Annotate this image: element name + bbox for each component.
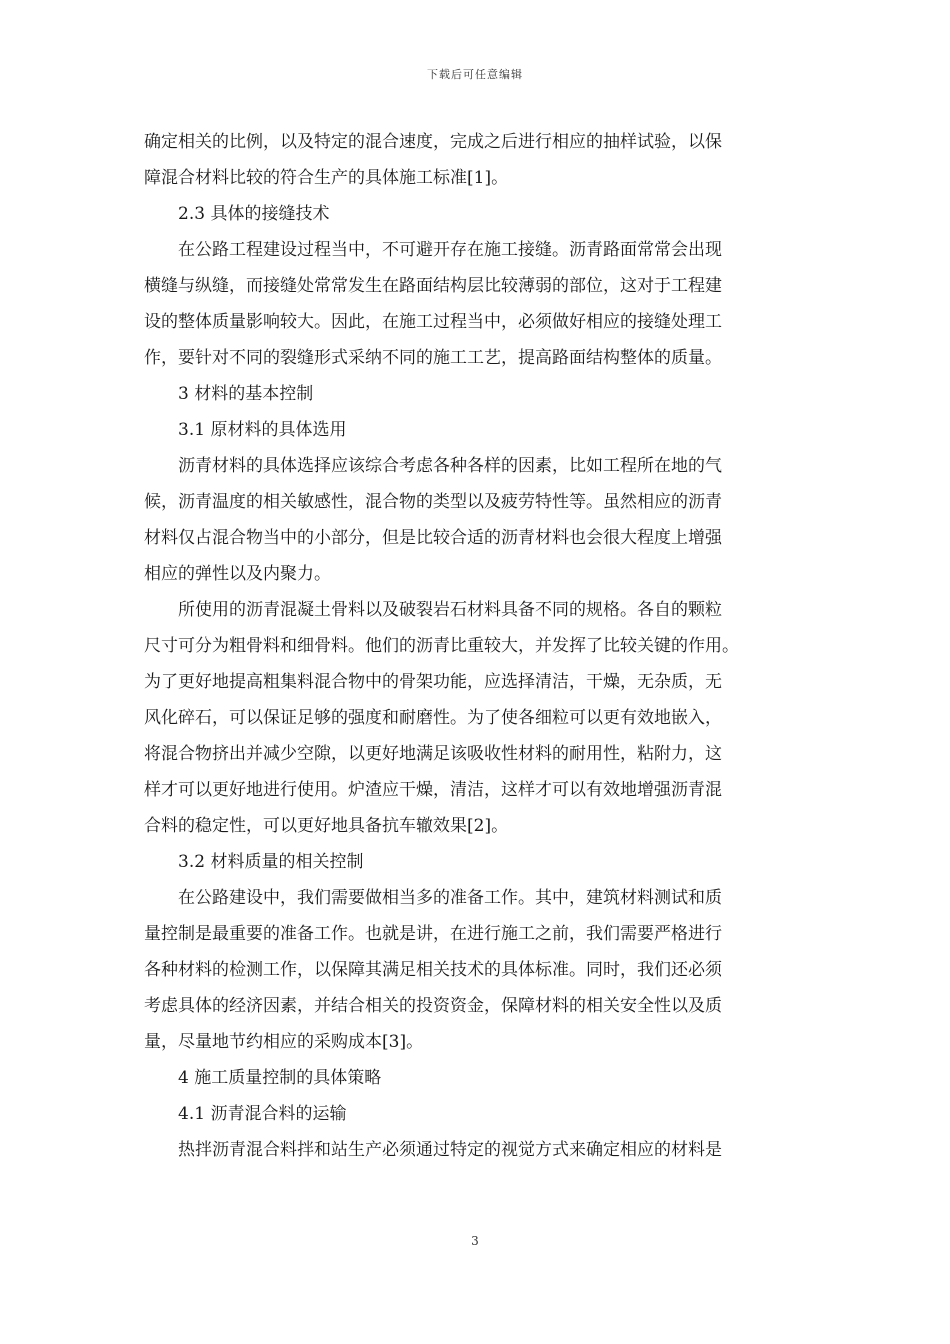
page-header: 下载后可任意编辑 (427, 68, 523, 81)
page-number: 3 (471, 1234, 479, 1248)
text-line: 合料的稳定性，可以更好地具备抗车辙效果[2]。 (144, 816, 509, 836)
text-line: 在公路工程建设过程当中，不可避开存在施工接缝。沥青路面常常会出现 (178, 240, 722, 260)
text-line: 材料仅占混合物当中的小部分，但是比较合适的沥青材料也会很大程度上增强 (144, 528, 722, 548)
text-line: 候，沥青温度的相关敏感性，混合物的类型以及疲劳特性等。虽然相应的沥青 (144, 492, 722, 512)
text-line: 在公路建设中，我们需要做相当多的准备工作。其中，建筑材料测试和质 (178, 888, 722, 908)
text-line: 样才可以更好地进行使用。炉渣应干燥，清洁，这样才可以有效地增强沥青混 (144, 780, 722, 800)
text-line: 设的整体质量影响较大。因此，在施工过程当中，必须做好相应的接缝处理工 (144, 312, 722, 332)
text-line: 确定相关的比例，以及特定的混合速度，完成之后进行相应的抽样试验，以保 (144, 132, 722, 152)
text-line: 3.2 材料质量的相关控制 (178, 852, 364, 872)
text-line: 热拌沥青混合料拌和站生产必须通过特定的视觉方式来确定相应的材料是 (178, 1140, 722, 1160)
text-line: 尺寸可分为粗骨料和细骨料。他们的沥青比重较大，并发挥了比较关键的作用。 (144, 636, 739, 656)
text-line: 作，要针对不同的裂缝形式采纳不同的施工工艺，提高路面结构整体的质量。 (144, 348, 722, 368)
text-line: 各种材料的检测工作，以保障其满足相关技术的具体标准。同时，我们还必须 (144, 960, 722, 980)
text-line: 将混合物挤出并减少空隙，以更好地满足该吸收性材料的耐用性，粘附力，这 (144, 744, 722, 764)
text-line: 考虑具体的经济因素，并结合相关的投资资金，保障材料的相关安全性以及质 (144, 996, 722, 1016)
text-line: 风化碎石，可以保证足够的强度和耐磨性。为了使各细粒可以更有效地嵌入， (144, 708, 722, 728)
text-line: 2.3 具体的接缝技术 (178, 204, 330, 224)
text-line: 4 施工质量控制的具体策略 (178, 1068, 382, 1088)
text-line: 沥青材料的具体选择应该综合考虑各种各样的因素，比如工程所在地的气 (178, 456, 722, 476)
text-line: 4.1 沥青混合料的运输 (178, 1104, 347, 1124)
text-line: 量控制是最重要的准备工作。也就是讲，在进行施工之前，我们需要严格进行 (144, 924, 722, 944)
text-line: 量，尽量地节约相应的采购成本[3]。 (144, 1032, 424, 1052)
text-line: 3 材料的基本控制 (178, 384, 314, 404)
text-line: 障混合材料比较的符合生产的具体施工标准[1]。 (144, 168, 509, 188)
document-body (144, 124, 810, 1168)
text-line: 3.1 原材料的具体选用 (178, 420, 347, 440)
text-line: 所使用的沥青混凝土骨料以及破裂岩石材料具备不同的规格。各自的颗粒 (178, 600, 722, 620)
text-line: 为了更好地提高粗集料混合物中的骨架功能，应选择清洁，干燥，无杂质，无 (144, 672, 722, 692)
text-line: 相应的弹性以及内聚力。 (144, 564, 331, 584)
text-line: 横缝与纵缝，而接缝处常常发生在路面结构层比较薄弱的部位，这对于工程建 (144, 276, 722, 296)
